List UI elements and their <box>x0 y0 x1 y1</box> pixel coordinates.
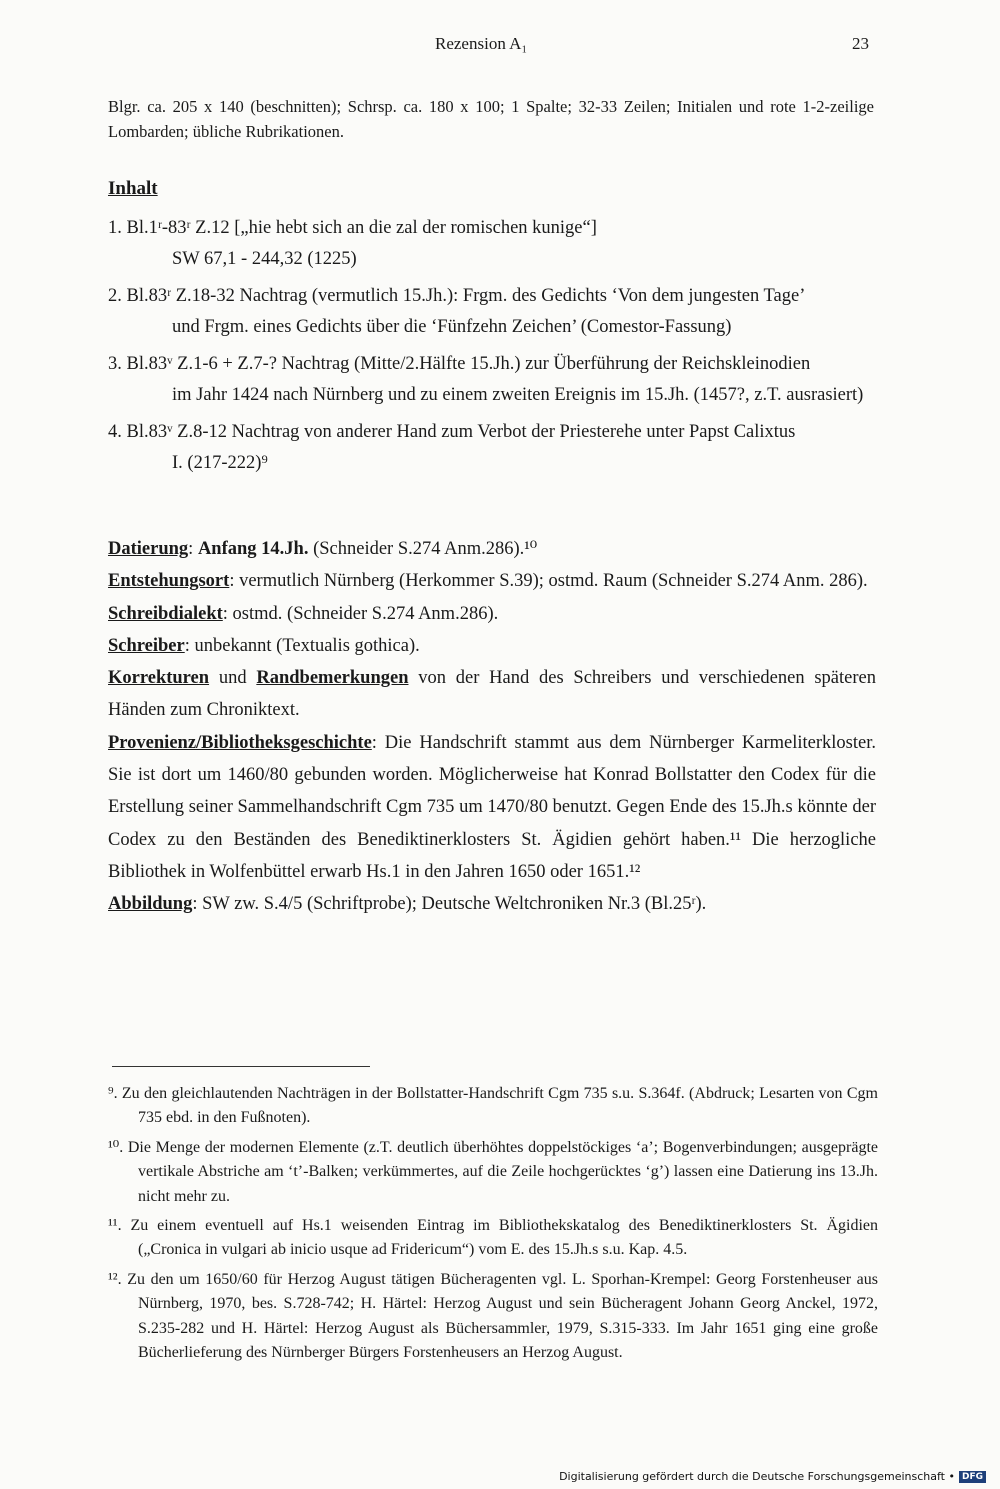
footnote <box>108 1082 878 1131</box>
contents-item <box>108 349 876 411</box>
contents-list <box>108 213 876 485</box>
footnotes <box>108 1082 878 1370</box>
codex-description: Blgr. ca. 205 x 140 (beschnitten); Schrsp. ca. 180 x 100; 1 Spalte; 32-33 Zeilen; Initialen und rote 1-2-zeilige Lombarden; übliche Rubrikationen. <box>108 97 874 141</box>
footnote-divider <box>112 1066 370 1067</box>
dialect-text: : ostmd. (Schneider S.274 Anm.286). <box>222 603 499 624</box>
provenance-label: Provenienz/Bibliotheksgeschichte <box>108 732 372 753</box>
page-number: 23 <box>852 34 869 53</box>
scribe-paragraph <box>108 630 876 662</box>
contents-item-heading: 4. Bl.83ᵛ Z.8-12 Nachtrag von anderer Hand zum Verbot der Priesterehe unter Papst Calixtus <box>108 422 796 442</box>
dialect-paragraph <box>108 598 876 630</box>
contents-item-heading: 1. Bl.1ʳ-83ʳ Z.12 [„hie hebt sich an die zal der romischen kunige“] <box>108 218 597 238</box>
footnote-text: ¹⁰. Die Menge der modernen Elemente (z.T. deutlich überhöhtes doppelstöckiges ‘a’; Bogenverbindungen; ausgeprägte vertikale Abstriche am ‘t’-Balken; verkümmertes, auf die Zeile hochgerücktes ‘g’) lassen eine Datierung ins 13.Jh. nicht mehr zu. <box>108 1138 878 1205</box>
illustration-paragraph <box>108 888 876 920</box>
contents-item-detail: im Jahr 1424 nach Nürnberg und zu einem zweiten Ereignis im 15.Jh. (1457?, z.T. ausrasiert) <box>172 385 864 405</box>
footnote-text: ¹¹. Zu einem eventuell auf Hs.1 weisenden Eintrag im Bibliothekskatalog des Benediktinerklosters St. Ägidien („Cronica in vulgari ab inicio usque ad Fridericum“) vom E. des 15.Jh.s s.u. Kap. 4.5. <box>108 1217 878 1259</box>
corrections-text: von der Hand des Schreibers und verschiedenen späteren Händen zum Chroniktext. <box>108 668 876 721</box>
scribe-text: : unbekannt (Textualis gothica). <box>184 635 420 656</box>
dating-source: (Schneider S.274 Anm.286).¹⁰ <box>308 539 538 559</box>
illustration-label: Abbildung <box>108 894 193 915</box>
running-title: Rezension A₁ <box>435 34 528 53</box>
dating-value: Anfang 14.Jh. <box>197 539 309 559</box>
contents-item <box>108 281 876 343</box>
section-title-inhalt: Inhalt <box>108 178 158 199</box>
corrections-paragraph <box>108 662 876 727</box>
dfg-logo: DFG <box>959 1471 986 1483</box>
page-header <box>0 34 1000 58</box>
conjunction: und <box>209 668 257 689</box>
metadata-section <box>108 533 876 921</box>
digitization-credit <box>559 1470 986 1483</box>
footnote <box>108 1268 878 1366</box>
origin-paragraph <box>108 565 876 597</box>
footnote-text: ¹². Zu den um 1650/60 für Herzog August tätigen Bücheragenten vgl. L. Sporhan-Krempel: Georg Forstenheuser aus Nürnberg, 1970, bes. S.728-742; H. Härtel: Herzog August und sein Bücheragent Johann Georg Anckel, 1972, S.235-282 und H. Härtel: Herzog August als Büchersammler, 1979, S.315-333. Im Jahr 1651 ging eine große Bücherlieferung des Nürnberger Bürgers Forstenheusers an Herzog August. <box>108 1270 878 1362</box>
dating-label: Datierung <box>108 539 189 559</box>
contents-item-heading: 2. Bl.83ʳ Z.18-32 Nachtrag (vermutlich 15.Jh.): Frgm. des Gedichts ‘Von dem jungesten Tage’ <box>108 286 806 306</box>
dating-paragraph: Datierung: Anfang 14.Jh. (Schneider S.274 Anm.286).¹⁰ <box>108 539 538 559</box>
contents-item-detail: SW 67,1 - 244,32 (1225) <box>172 249 357 269</box>
contents-item <box>108 417 876 479</box>
footnote <box>108 1214 878 1263</box>
contents-item-detail: I. (217-222)⁹ <box>172 453 268 473</box>
origin-text: : vermutlich Nürnberg (Herkommer S.39); ostmd. Raum (Schneider S.274 Anm. 286). <box>229 571 868 592</box>
footnote <box>108 1136 878 1209</box>
illustration-text: : SW zw. S.4/5 (Schriftprobe); Deutsche Weltchroniken Nr.3 (Bl.25ʳ). <box>192 894 707 915</box>
contents-item <box>108 213 876 275</box>
marginalia-label: Randbemerkungen <box>256 668 409 689</box>
provenance-paragraph <box>108 727 876 888</box>
footnote-text: ⁹. Zu den gleichlautenden Nachträgen in der Bollstatter-Handschrift Cgm 735 s.u. S.364f. (Abdruck; Lesarten von Cgm 735 ebd. in den Fußnoten). <box>108 1085 878 1127</box>
credit-text: Digitalisierung gefördert durch die Deutsche Forschungsgemeinschaft • <box>559 1470 955 1483</box>
provenance-text: : Die Handschrift stammt aus dem Nürnberger Karmeliterkloster. Sie ist dort um 1460/80 gebunden worden. Möglicherweise hat Konrad Bollstatter den Codex für die Erstellung seiner Sammelhandschrift Cgm 735 um 1470/80 benutzt. Gegen Ende des 15.Jh.s könnte der Codex zu den Beständen des Benediktinerklosters St. Ägidien gehört haben.¹¹ Die herzogliche Bibliothek in Wolfenbüttel erwarb Hs.1 in den Jahren 1650 oder 1651.¹² <box>108 732 876 882</box>
contents-item-heading: 3. Bl.83ᵛ Z.1-6 + Z.7-? Nachtrag (Mitte/2.Hälfte 15.Jh.) zur Überführung der Reichskleinodien <box>108 354 811 374</box>
corrections-label: Korrekturen <box>108 668 210 689</box>
origin-label: Entstehungsort <box>108 571 230 592</box>
scribe-label: Schreiber <box>108 635 185 656</box>
contents-item-detail: und Frgm. eines Gedichts über die ‘Fünfzehn Zeichen’ (Comestor-Fassung) <box>172 317 732 337</box>
dialect-label: Schreibdialekt <box>108 603 223 624</box>
